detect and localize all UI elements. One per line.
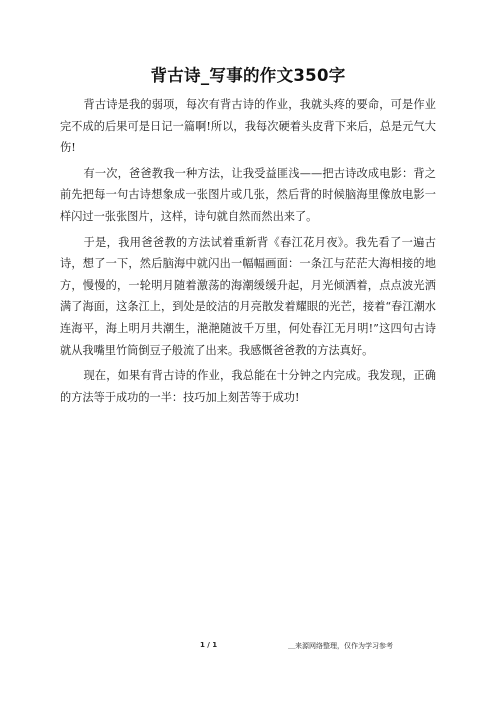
paragraph-1: 背古诗是我的弱项，每次有背古诗的作业，我就头疼的要命，可是作业完不成的后果可是日记一篇啊!所以，我每次硬着头皮背下来后，总是元气大伤!	[60, 98, 436, 155]
page-number: 1 / 1	[200, 641, 218, 649]
paragraph-4: 现在，如果有背古诗的作业，我总能在十分钟之内完成。我发现，正确的方法等于成功的一半：技巧加上刻苦等于成功!	[60, 369, 436, 404]
source-note: ＿来源网络整理，仅作为学习参考	[288, 642, 393, 650]
document-title: 背古诗_写事的作文350字	[150, 66, 346, 85]
page-footer	[0, 641, 496, 655]
document-body	[60, 94, 436, 412]
paragraph-3: 于是，我用爸爸教的方法试着重新背《春江花月夜》。我先看了一遍古诗，想了一下，然后脑海中就闪出一幅幅画面：一条江与茫茫大海相接的地方，慢慢的，一轮明月随着激荡的海潮缓缓升起，月光倾洒着，点点波光洒满了海面，这条江上，到处是皎洁的月亮散发着耀眼的光芒，接着“春江潮水连海平，海上明月共潮生，滟滟随波千万里，何处春江无月明!”这四句古诗就从我嘴里竹筒倒豆子般流了出来。我感慨爸爸教的方法真好。	[60, 235, 436, 357]
paragraph-2: 有一次，爸爸教我一种方法，让我受益匪浅——把古诗改成电影：背之前先把每一句古诗想象成一张图片或几张，然后背的时候脑海里像放电影一样闪过一张张图片，这样，诗句就自然而然出来了。	[60, 166, 436, 223]
